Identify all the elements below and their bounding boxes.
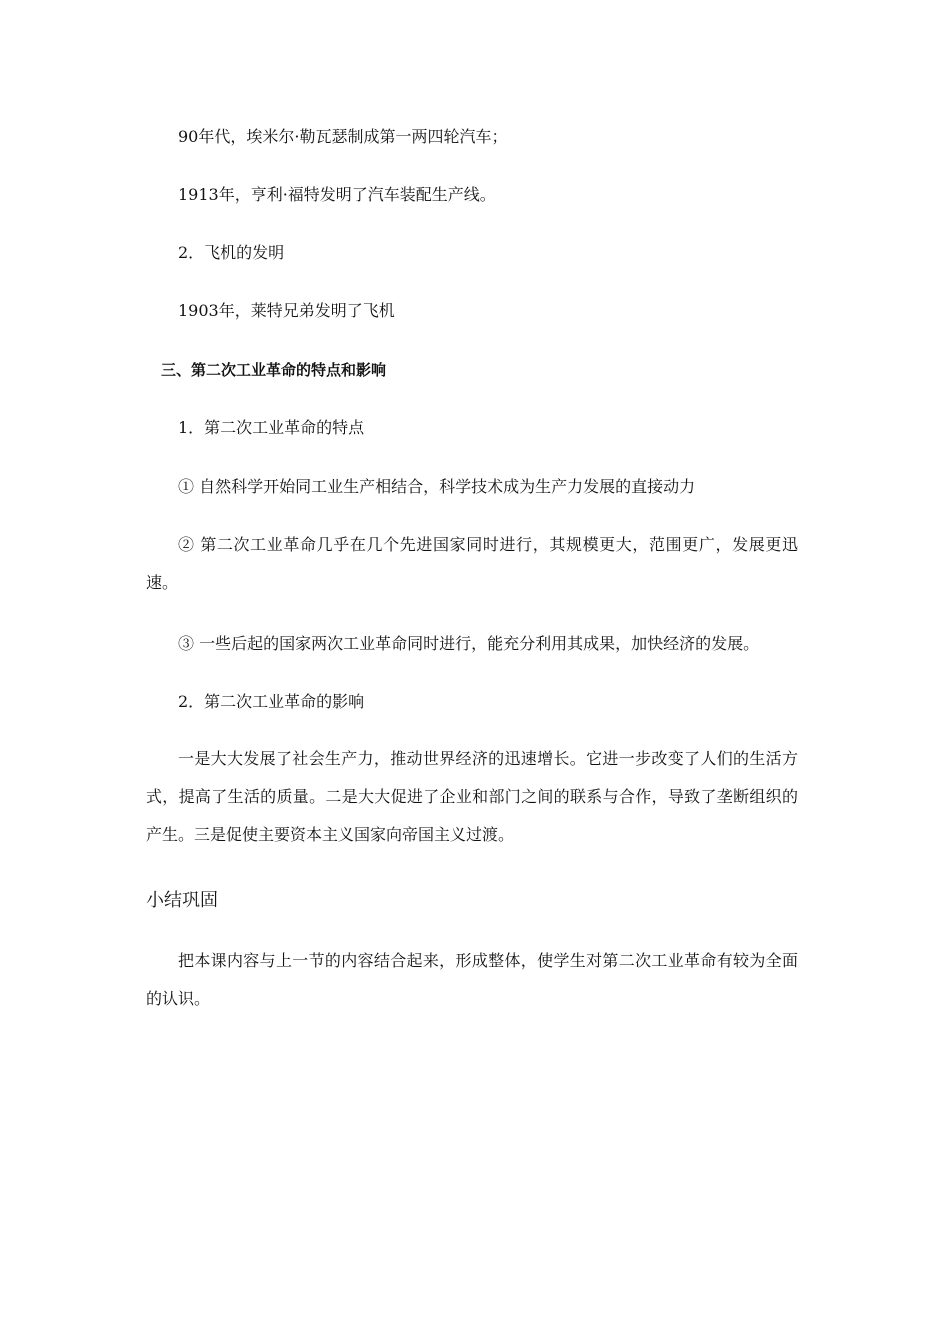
feature-point-1: ① 自然科学开始同工业生产相结合，科学技术成为生产力发展的直接动力 xyxy=(178,477,696,496)
impact-subheading: 2．第二次工业革命的影响 xyxy=(178,692,365,711)
car-invention-line: 90年代，埃米尔·勒瓦瑟制成第一两四轮汽车； xyxy=(178,127,508,146)
features-subheading: 1．第二次工业革命的特点 xyxy=(178,418,365,437)
feature-point-3: ③ 一些后起的国家两次工业革命同时进行，能充分利用其成果，加快经济的发展。 xyxy=(178,634,760,653)
wright-brothers-line: 1903年，莱特兄弟发明了飞机 xyxy=(178,301,395,320)
airplane-subheading: 2．飞机的发明 xyxy=(178,243,285,262)
feature-point-2: ② 第二次工业革命几乎在几个先进国家同时进行，其规模更大，范围更广，发展更迅速。 xyxy=(146,535,798,592)
summary-paragraph: 把本课内容与上一节的内容结合起来，形成整体，使学生对第二次工业革命有较为全面的认识。 xyxy=(146,951,798,1008)
section-three-title: 三、第二次工业革命的特点和影响 xyxy=(161,361,387,379)
assembly-line-line: 1913年，亨利·福特发明了汽车装配生产线。 xyxy=(178,185,496,204)
summary-heading: 小结巩固 xyxy=(146,890,218,911)
impact-paragraph: 一是大大发展了社会生产力，推动世界经济的迅速增长。它进一步改变了人们的生活方式，提高了生活的质量。二是大大促进了企业和部门之间的联系与合作，导致了垄断组织的产生。三是促使主要资本主义国家向帝国主义过渡。 xyxy=(146,749,798,844)
